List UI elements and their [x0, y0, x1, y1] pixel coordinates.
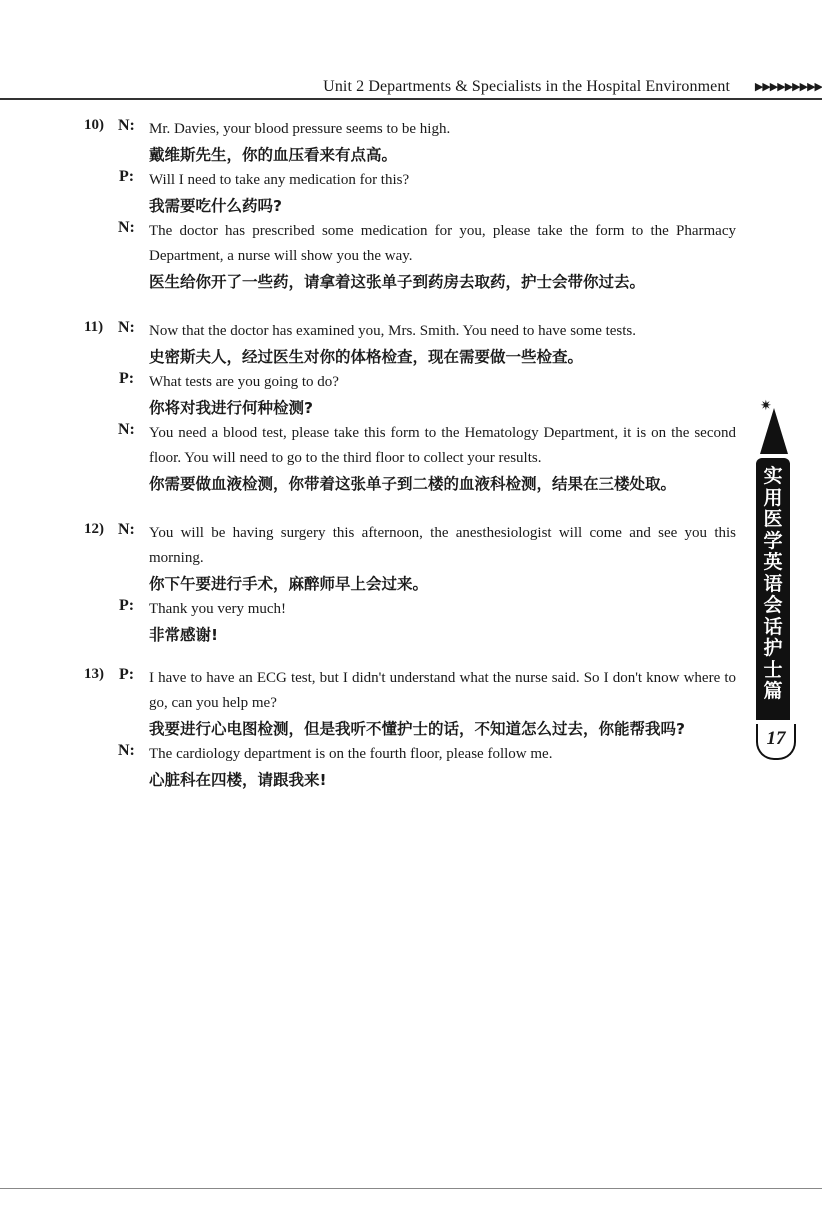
- dialogue-number: 13): [84, 666, 104, 682]
- speaker-label: P:: [119, 597, 135, 614]
- book-series-title: 实用医学英语会话 护士篇: [763, 465, 783, 702]
- flag-icon: [760, 408, 788, 454]
- chinese-line: 医生给你开了一些药，请拿着这张单子到药房去取药，护士会带你过去。: [149, 273, 646, 291]
- chinese-line: 戴维斯先生，你的血压看来有点高。: [149, 146, 398, 164]
- dialogue-12: [0, 521, 822, 648]
- dialogue-turn: [0, 742, 822, 793]
- book-side-tab: [754, 398, 794, 778]
- dialogue-13: [0, 666, 822, 793]
- page-header: [0, 0, 822, 100]
- sparkle-icon: ✷: [760, 398, 772, 414]
- header-divider: [0, 98, 822, 100]
- dialogue-turn: [0, 421, 822, 497]
- english-line: I have to have an ECG test, but I didn't understand what the nurse said. So I don't know where to go, can you help me?: [149, 670, 736, 711]
- speaker-label: N:: [118, 421, 135, 438]
- dialogue-number: 11): [84, 319, 104, 335]
- english-line: Mr. Davies, your blood pressure seems to be high.: [149, 121, 451, 137]
- dialogue-turn: [0, 319, 822, 370]
- speaker-label: N:: [118, 742, 135, 759]
- english-line: You need a blood test, please take this form to the Hematology Department, it is on the second floor. You will need to go to the third floor to collect your results.: [149, 425, 736, 466]
- dialogue-turn: [0, 666, 822, 742]
- dialogue-turn: [0, 219, 822, 295]
- chinese-line: 你下午要进行手术，麻醉师早上会过来。: [149, 575, 429, 593]
- page-number: 17: [756, 724, 796, 760]
- dialogue-turn: [0, 521, 822, 597]
- speaker-label: N:: [118, 219, 135, 236]
- chinese-line: 史密斯夫人，经过医生对你的体格检查，现在需要做一些检查。: [149, 348, 584, 366]
- speaker-label: N:: [118, 117, 135, 134]
- english-line: Now that the doctor has examined you, Mrs. Smith. You need to have some tests.: [149, 323, 637, 339]
- english-line: Thank you very much!: [149, 601, 287, 617]
- dialogue-turn: [0, 370, 822, 421]
- chinese-line: 你需要做血液检测，你带着这张单子到二楼的血液科检测，结果在三楼处取。: [149, 475, 677, 493]
- dialogue-turn: [0, 117, 822, 168]
- english-line: What tests are you going to do?: [149, 374, 339, 390]
- speaker-label: P:: [119, 666, 135, 683]
- header-title: Unit 2 Departments & Specialists in the Hospital Environment: [323, 78, 730, 95]
- chinese-line: 心脏科在四楼，请跟我来!: [149, 771, 327, 789]
- speaker-label: P:: [119, 168, 135, 185]
- speaker-label: P:: [119, 370, 135, 387]
- english-line: The doctor has prescribed some medication for you, please take the form to the Pharmacy Department, a nurse will show you the way.: [149, 223, 736, 264]
- english-line: The cardiology department is on the fourth floor, please follow me.: [149, 746, 553, 762]
- chinese-line: 我需要吃什么药吗?: [149, 197, 282, 215]
- dialogue-turn: [0, 597, 822, 648]
- speaker-label: N:: [118, 521, 135, 538]
- chinese-line: 非常感谢!: [149, 626, 219, 644]
- english-line: You will be having surgery this afternoon, the anesthesiologist will come and see you this morning.: [149, 525, 736, 566]
- footer-divider: [0, 1188, 822, 1189]
- chinese-line: 我要进行心电图检测，但是我听不懂护士的话，不知道怎么过去，你能帮我吗?: [149, 720, 685, 738]
- dialogue-number: 12): [84, 521, 104, 537]
- dialogue-turn: [0, 168, 822, 219]
- dialogue-10: [0, 117, 822, 295]
- chinese-line: 你将对我进行何种检测?: [149, 399, 313, 417]
- header-arrow-icons: ▶▶▶▶▶▶▶▶▶: [754, 80, 822, 93]
- speaker-label: N:: [118, 319, 135, 336]
- dialogue-number: 10): [84, 117, 104, 133]
- dialogue-11: [0, 319, 822, 497]
- english-line: Will I need to take any medication for this?: [149, 172, 410, 188]
